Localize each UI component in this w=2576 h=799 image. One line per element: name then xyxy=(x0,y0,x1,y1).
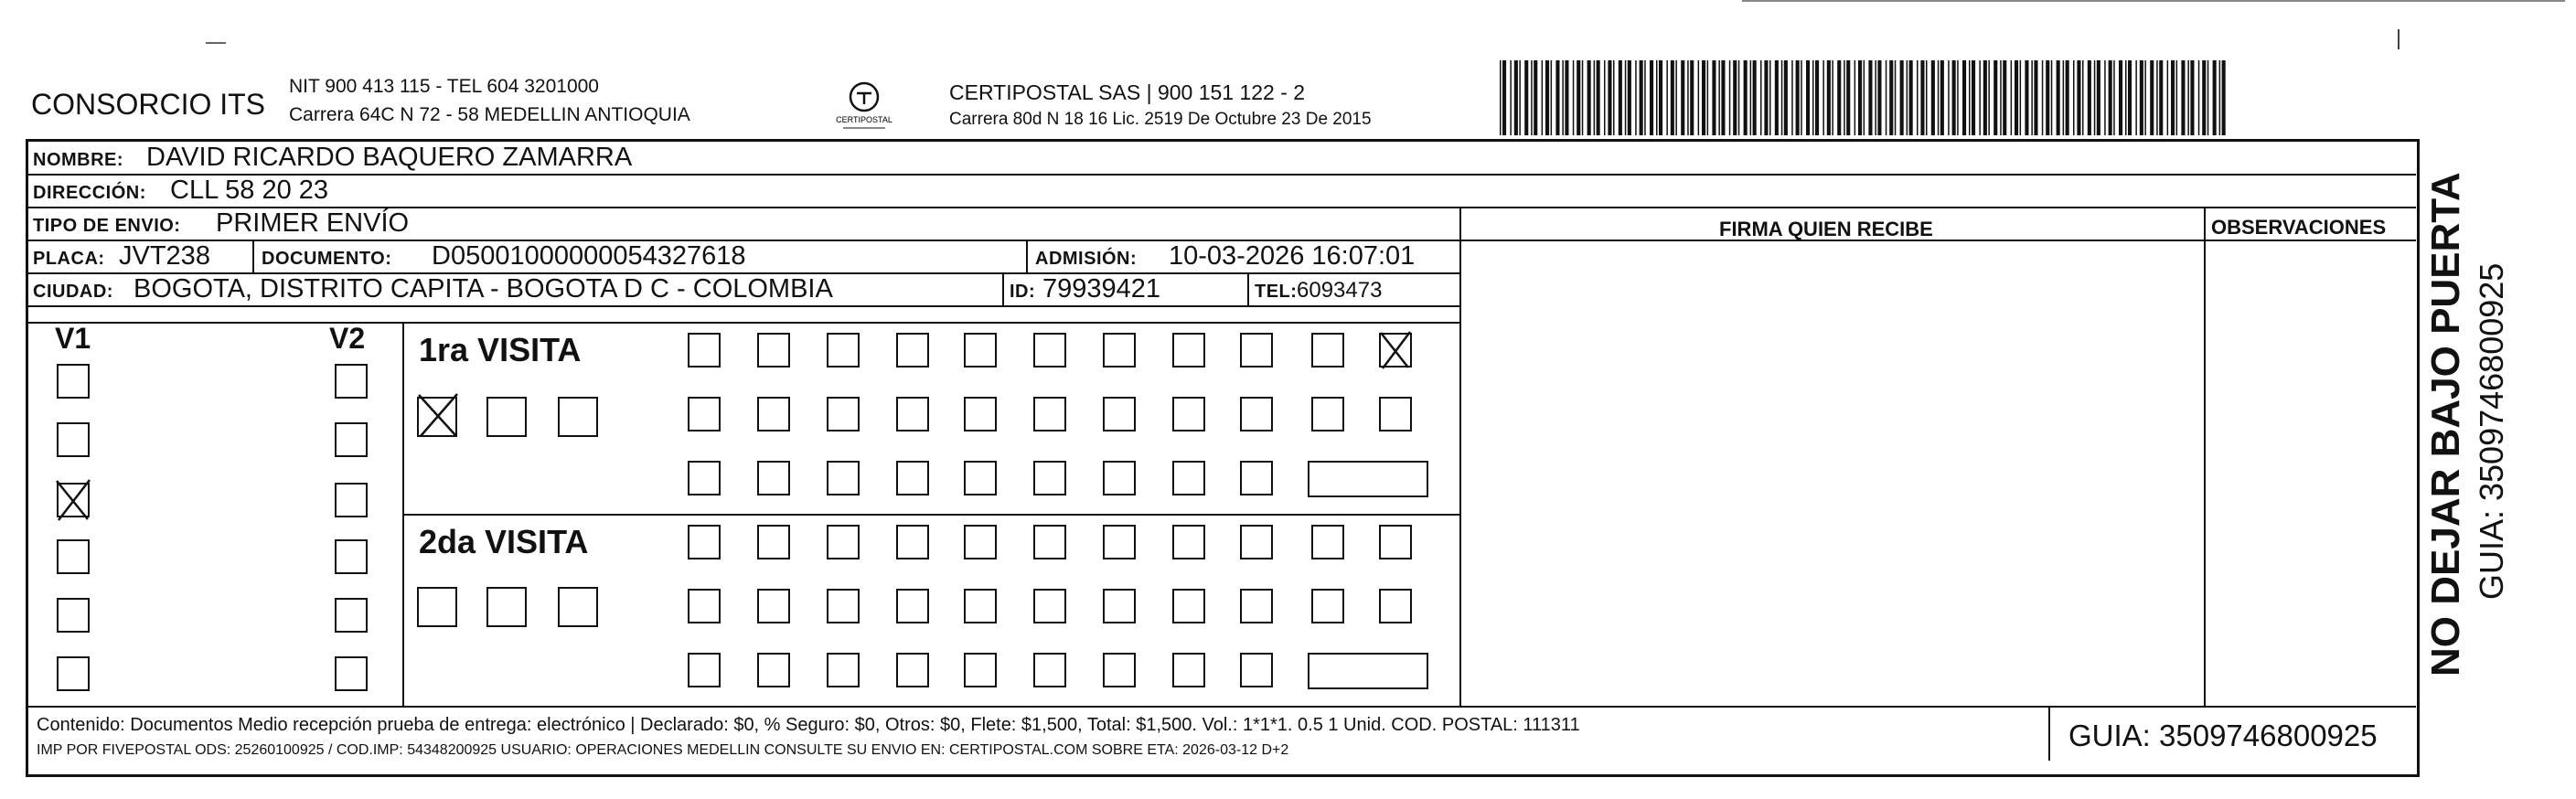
visit2-day xyxy=(896,525,929,559)
visit1-day xyxy=(1240,461,1273,495)
row-divider xyxy=(402,514,1459,516)
visit2-day xyxy=(1172,653,1205,687)
visit1-day xyxy=(1311,333,1344,368)
visit2-month-checkbox xyxy=(417,587,457,627)
visit2-day xyxy=(827,525,860,559)
tel-label: TEL: xyxy=(1255,282,1298,302)
visit1-day xyxy=(964,333,997,368)
visit1-day xyxy=(1172,333,1205,368)
visit1-day xyxy=(1103,397,1136,431)
tipo-envio-value: PRIMER ENVÍO xyxy=(216,208,410,238)
documento-value: D05001000000054327618 xyxy=(432,241,746,271)
visit1-day xyxy=(1033,397,1066,431)
company-name: CONSORCIO ITS xyxy=(31,88,266,121)
barcode xyxy=(1500,60,2227,135)
visit1-day xyxy=(1033,333,1066,368)
row-divider xyxy=(27,174,2416,176)
footer-guia: GUIA: 3509746800925 xyxy=(2068,719,2378,752)
visit2-day xyxy=(688,653,721,687)
visit1-month-checkbox xyxy=(558,397,598,437)
visit2-day xyxy=(757,653,790,687)
visit2-day xyxy=(896,653,929,687)
v1-checkbox xyxy=(57,598,90,633)
direccion-label: DIRECCIÓN: xyxy=(33,183,146,203)
visit1-day xyxy=(827,397,860,431)
visit1-day xyxy=(1172,397,1205,431)
visit2-day xyxy=(1379,589,1412,623)
visit1-day xyxy=(1240,333,1273,368)
logo-text: CERTIPOSTAL xyxy=(836,115,893,124)
visit1-month-checkbox xyxy=(486,397,527,437)
v1-checkbox xyxy=(57,656,90,691)
scan-mark xyxy=(1742,0,2565,2)
nombre-value: DAVID RICARDO BAQUERO ZAMARRA xyxy=(146,143,633,172)
visit2-day xyxy=(688,589,721,623)
admision-value: 10-03-2026 16:07:01 xyxy=(1169,241,1416,271)
visit1-day xyxy=(896,333,929,368)
col-divider xyxy=(1002,272,1004,305)
visit1-title: 1ra VISITA xyxy=(419,331,582,368)
check-mark-icon xyxy=(1377,329,1414,371)
visit1-time xyxy=(1308,461,1428,497)
visit1-day xyxy=(688,461,721,495)
col-divider xyxy=(252,240,254,272)
visit1-day xyxy=(964,397,997,431)
col-divider xyxy=(2048,706,2050,761)
certipostal-logo xyxy=(832,73,896,137)
visit1-day xyxy=(1379,397,1412,431)
visit1-day xyxy=(1240,397,1273,431)
visit1-day xyxy=(1103,333,1136,368)
visit1-day xyxy=(1311,397,1344,431)
scan-mark xyxy=(2398,29,2400,49)
visit2-day xyxy=(1033,589,1066,623)
firma-header: FIRMA QUIEN RECIBE xyxy=(1719,218,1933,240)
visit2-day xyxy=(1103,653,1136,687)
tipo-envio-label: TIPO DE ENVIO: xyxy=(33,216,181,236)
visit2-day xyxy=(1103,589,1136,623)
visit1-day xyxy=(757,461,790,495)
v2-checkbox xyxy=(335,422,368,457)
visit2-day xyxy=(688,525,721,559)
visit2-month-checkbox xyxy=(486,587,527,627)
row-divider xyxy=(27,305,1459,307)
visit2-title: 2da VISITA xyxy=(419,523,589,560)
col-divider xyxy=(1247,272,1249,305)
visit1-day xyxy=(1172,461,1205,495)
visit2-day xyxy=(1311,589,1344,623)
v2-checkbox xyxy=(335,656,368,691)
tel-value: 6093473 xyxy=(1297,278,1383,303)
col-divider xyxy=(1459,207,1461,706)
visit2-time xyxy=(1308,653,1428,689)
visit1-day xyxy=(1103,461,1136,495)
company-address: Carrera 64C N 72 - 58 MEDELLIN ANTIOQUIA xyxy=(289,104,690,125)
visit1-day xyxy=(896,397,929,431)
footer-contenido: Contenido: Documentos Medio recepción prueba de entrega: electrónico | Declarado: $0, % Seguro: $0, Otros: $0, Flete: $1,500, Total: $1,500. Vol.: 1*1*1. 0.5 1 Unid. COD. POSTAL: 111311 xyxy=(37,715,1580,735)
v2-checkbox xyxy=(335,539,368,574)
visit2-day xyxy=(1033,525,1066,559)
visit2-day xyxy=(964,653,997,687)
check-mark-icon xyxy=(415,391,461,439)
side-guia: GUIA: 3509746800925 xyxy=(2473,262,2510,600)
company-nit: NIT 900 413 115 - TEL 604 3201000 xyxy=(289,76,599,97)
placa-value: JVT238 xyxy=(119,241,210,271)
visit1-day xyxy=(1033,461,1066,495)
visit2-day xyxy=(827,653,860,687)
observaciones-header: OBSERVACIONES xyxy=(2211,216,2387,239)
col-divider xyxy=(402,322,404,706)
scan-mark xyxy=(206,42,226,44)
no-dejar-bajo-puerta: NO DEJAR BAJO PUERTA xyxy=(2423,172,2468,676)
visit2-month-checkbox xyxy=(558,587,598,627)
visit2-day xyxy=(964,589,997,623)
visit1-day xyxy=(688,397,721,431)
visit2-day xyxy=(1311,525,1344,559)
carrier-address: Carrera 80d N 18 16 Lic. 2519 De Octubre 23 De 2015 xyxy=(949,110,1372,129)
visit1-day xyxy=(757,333,790,368)
ciudad-value: BOGOTA, DISTRITO CAPITA - BOGOTA D C - COLOMBIA xyxy=(134,274,833,304)
id-value: 79939421 xyxy=(1042,274,1161,304)
check-mark-icon xyxy=(53,477,93,523)
visit2-day xyxy=(1172,589,1205,623)
carrier-name: CERTIPOSTAL SAS | 900 151 122 - 2 xyxy=(949,80,1306,104)
v2-checkbox xyxy=(335,598,368,633)
nombre-label: NOMBRE: xyxy=(33,150,124,170)
v2-header: V2 xyxy=(329,322,366,355)
visit2-day xyxy=(757,525,790,559)
placa-label: PLACA: xyxy=(33,249,105,269)
visit2-day xyxy=(757,589,790,623)
col-divider xyxy=(1026,240,1028,272)
documento-label: DOCUMENTO: xyxy=(262,249,392,269)
visit2-day xyxy=(1103,525,1136,559)
v2-checkbox xyxy=(335,483,368,517)
visit1-day xyxy=(757,397,790,431)
visit2-day xyxy=(1172,525,1205,559)
col-divider xyxy=(2204,207,2206,706)
visit2-day xyxy=(896,589,929,623)
visit2-day xyxy=(1379,525,1412,559)
v1-checkbox xyxy=(57,364,90,399)
row-divider xyxy=(27,322,1459,324)
visit2-day xyxy=(1033,653,1066,687)
visit1-day xyxy=(688,333,721,368)
visit2-day xyxy=(827,589,860,623)
v1-checkbox xyxy=(57,539,90,574)
visit2-day xyxy=(1240,589,1273,623)
visit1-day xyxy=(827,333,860,368)
v2-checkbox xyxy=(335,364,368,399)
footer-divider xyxy=(27,706,2416,708)
admision-label: ADMISIÓN: xyxy=(1035,249,1138,269)
ciudad-label: CIUDAD: xyxy=(33,282,113,302)
visit1-day xyxy=(896,461,929,495)
v1-checkbox xyxy=(57,422,90,457)
visit1-day xyxy=(827,461,860,495)
id-label: ID: xyxy=(1010,282,1036,302)
visit2-day xyxy=(964,525,997,559)
footer-imp: IMP POR FIVEPOSTAL ODS: 25260100925 / COD.IMP: 54348200925 USUARIO: OPERACIONES MEDELLIN CONSULTE SU ENVIO EN: CERTIPOSTAL.COM SOBRE ETA: 2026-03-12 D+2 xyxy=(37,742,1289,758)
visit2-day xyxy=(1240,525,1273,559)
v1-header: V1 xyxy=(55,322,91,355)
direccion-value: CLL 58 20 23 xyxy=(170,176,329,205)
visit1-day xyxy=(964,461,997,495)
visit2-day xyxy=(1240,653,1273,687)
